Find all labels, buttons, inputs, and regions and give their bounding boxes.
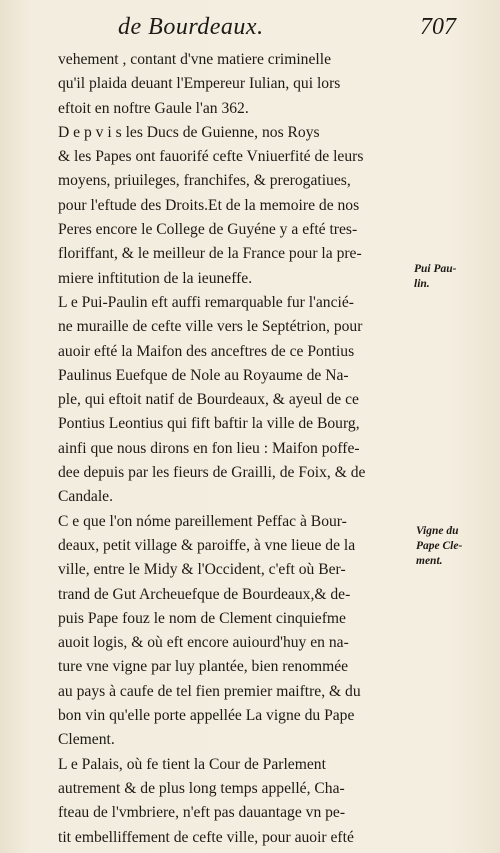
text-line: fteau de l'vmbriere, n'eft pas dauantage vn pe- — [58, 804, 346, 822]
text-line: Peres encore le College de Guyéne y a efté tres- — [58, 221, 358, 239]
text-line: bon vin qu'elle porte appellée La vigne du Pape — [58, 707, 355, 725]
text-line: autrement & de plus long temps appellé, Cha- — [58, 779, 345, 797]
body-text — [58, 48, 418, 850]
text-line: ainfi que nous dirons en fon lieu : Maifon poffe- — [58, 439, 360, 457]
text-line: trand de Gut Archeuefque de Bourdeaux,& de- — [58, 585, 351, 603]
text-line: miere inftitution de la ieuneffe. — [58, 269, 253, 287]
text-line: D e p v i s les Ducs de Guienne, nos Roys — [58, 123, 320, 141]
text-line: floriffant, & le meilleur de la France pour la pre- — [58, 245, 362, 263]
text-line: Paulinus Euefque de Nole au Royaume de Na- — [58, 366, 349, 384]
text-line: Clement. — [58, 731, 115, 749]
margin-note-vigne-du-pape — [416, 524, 462, 569]
margin-note-line: Vigne du — [416, 525, 459, 537]
text-line: auoit logis, & où eft encore auiourd'huy en na- — [58, 634, 349, 652]
text-line: qu'il plaida deuant l'Empereur Iulian, qui lors — [58, 75, 341, 93]
text-line: vehement , contant d'vne matiere criminelle — [58, 51, 331, 68]
text-line: ple, qui eftoit natif de Bourdeaux, & ayeul de ce — [58, 391, 359, 409]
text-line: puis Pape fouz le nom de Clement cinquiefme — [58, 609, 346, 627]
page-number: 707 — [420, 14, 456, 40]
text-line: moyens, priuileges, franchifes, & prerogatiues, — [58, 172, 351, 190]
page-header — [0, 6, 500, 44]
margin-note-line: Pape Cle- — [416, 540, 463, 552]
text-line: Pontius Leontius qui fift baftir la ville de Bourg, — [58, 415, 360, 433]
margin-note-line: Pui Pau- — [414, 263, 457, 275]
margin-note-pui-paulin — [414, 262, 457, 292]
text-line: ville, entre le Midy & l'Occident, c'eft où Ber- — [58, 561, 346, 579]
text-line: ture vne vigne par luy plantée, bien renommée — [58, 658, 349, 676]
text-line: & les Papes ont fauorifé cefte Vniuerfité de leurs — [58, 148, 364, 166]
running-title: de Bourdeaux. — [118, 14, 264, 40]
text-line: L e Pui-Paulin eft auffi remarquable fur l'ancié- — [58, 293, 354, 311]
text-line: eftoit en noftre Gaule l'an 362. — [58, 99, 249, 117]
margin-note-line: lin. — [414, 278, 430, 290]
text-line: deaux, petit village & paroiffe, à vne lieue de la — [58, 536, 356, 554]
text-line: pour l'eftude des Droits.Et de la memoire de nos — [58, 196, 360, 214]
margin-note-line: ment. — [416, 555, 443, 567]
text-line: C e que l'on nóme pareillement Peffac à Bour- — [58, 512, 347, 530]
text-line: tit embelliffement de cefte ville, pour auoir efté — [58, 828, 354, 846]
text-line: Candale. — [58, 488, 113, 506]
text-line: au pays à caufe de tel fien premier maiftre, & du — [58, 682, 361, 700]
text-line: ne muraille de cefte ville vers le Septétrion, pour — [58, 318, 363, 336]
text-line: dee depuis par les fieurs de Grailli, de Foix, & de — [58, 464, 366, 482]
text-line: auoir efté la Maifon des anceftres de ce Pontius — [58, 342, 355, 360]
text-line: L e Palais, où fe tient la Cour de Parlement — [58, 755, 326, 773]
